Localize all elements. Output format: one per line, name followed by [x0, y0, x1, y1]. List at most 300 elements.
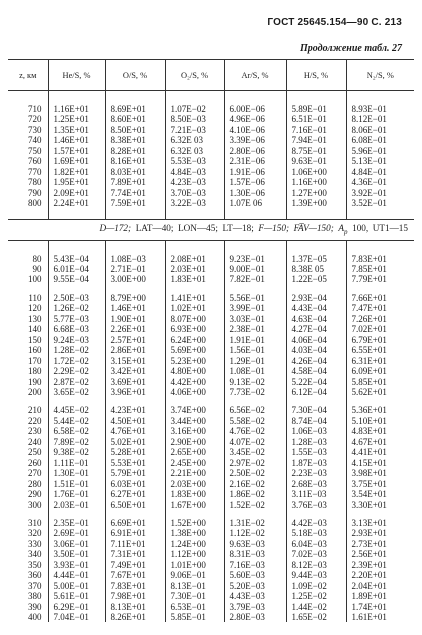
value-cell: 7.02E−03	[286, 549, 346, 559]
altitude-cell: 180	[28, 366, 42, 377]
value-cell: 1.09E−02	[286, 581, 346, 591]
value-cell: 4.06E−04	[286, 335, 346, 345]
altitude-cell: 240	[28, 436, 42, 447]
altitude-cell: 90	[32, 263, 42, 274]
altitude-cell: 290	[28, 489, 42, 500]
value-cell: 5.85E−01	[165, 612, 224, 622]
altitude-cell: 170	[28, 355, 42, 366]
table-row	[8, 591, 414, 601]
value-cell: 8.31E−03	[224, 549, 286, 559]
value-cell: 9.63E−01	[286, 156, 346, 166]
table-continuation-label: Продолжение табл. 27	[299, 43, 402, 54]
value-cell: 2.87E−02	[48, 377, 105, 387]
value-cell: 3.65E−02	[48, 387, 105, 397]
altitude-cell: 270	[28, 468, 42, 479]
altitude-cell: 140	[28, 324, 42, 335]
value-cell: 7.94E−01	[286, 135, 346, 145]
value-cell: 9.13E−02	[224, 377, 286, 387]
value-cell: 2.03E+01	[165, 264, 224, 274]
table-row	[8, 293, 414, 303]
value-cell: 9.06E−01	[165, 570, 224, 580]
altitude-cell: 360	[28, 570, 42, 581]
value-cell: 1.11E−01	[48, 458, 105, 468]
value-cell: 6.09E+01	[346, 366, 414, 376]
value-cell: 1.06E−03	[286, 426, 346, 436]
value-cell: 2.23E−03	[286, 468, 346, 478]
value-cell: 5.60E−03	[224, 570, 286, 580]
table-row	[8, 468, 414, 478]
table-row	[8, 366, 414, 376]
altitude-cell: 780	[28, 177, 42, 188]
altitude-cell: 750	[28, 145, 42, 156]
value-cell: 2.93E−04	[286, 293, 346, 303]
value-cell: 7.79E+01	[346, 274, 414, 284]
table-row	[8, 426, 414, 436]
table-row	[8, 612, 414, 622]
value-cell: 3.50E−01	[48, 549, 105, 559]
value-cell: 7.49E+01	[105, 560, 165, 570]
value-cell: 1.44E−02	[286, 602, 346, 612]
value-cell: 2.73E+01	[346, 539, 414, 549]
altitude-cell: 340	[28, 549, 42, 560]
data-table	[8, 59, 414, 622]
value-cell: 7.59E+01	[105, 198, 165, 208]
value-cell: 1.89E+01	[346, 591, 414, 601]
value-cell: 5.00E−01	[48, 581, 105, 591]
value-cell: 2.56E+01	[346, 549, 414, 559]
value-cell: 7.66E+01	[346, 293, 414, 303]
value-cell: 1.74E+01	[346, 602, 414, 612]
value-cell: 7.98E+01	[105, 591, 165, 601]
table-row	[8, 264, 414, 274]
value-cell: 1.52E−02	[224, 500, 286, 510]
condition-lon: LON—45;	[178, 222, 218, 233]
value-cell: 7.74E+01	[105, 188, 165, 198]
condition-ap-value: 100,	[352, 222, 369, 233]
value-cell: 7.11E+01	[105, 539, 165, 549]
condition-f: F—150;	[258, 222, 289, 233]
value-cell: 9.23E−01	[224, 254, 286, 264]
value-cell: 9.24E−03	[48, 335, 105, 345]
table-row	[8, 274, 414, 284]
value-cell: 6.00E−06	[224, 104, 286, 114]
value-cell: 5.53E+01	[105, 458, 165, 468]
value-cell: 7.73E−02	[224, 387, 286, 397]
value-cell: 8.12E−03	[286, 560, 346, 570]
value-cell: 8.26E+01	[105, 612, 165, 622]
value-cell: 1.52E+00	[165, 518, 224, 528]
value-cell: 6.68E−03	[48, 324, 105, 334]
value-cell: 6.32E 03	[165, 146, 224, 156]
value-cell: 8.79E+00	[105, 293, 165, 303]
value-cell: 1.25E−02	[286, 591, 346, 601]
value-cell: 5.89E−01	[286, 104, 346, 114]
table-row	[8, 405, 414, 415]
value-cell: 4.84E−03	[165, 167, 224, 177]
altitude-cell: 100	[28, 274, 42, 285]
value-cell: 2.08E+01	[165, 254, 224, 264]
value-cell: 6.24E+00	[165, 335, 224, 345]
value-cell: 5.02E+01	[105, 437, 165, 447]
value-cell: 8.75E−01	[286, 146, 346, 156]
table-row	[8, 489, 414, 499]
value-cell: 8.74E−04	[286, 416, 346, 426]
value-cell: 5.18E−03	[286, 528, 346, 538]
value-cell: 5.53E−03	[165, 156, 224, 166]
altitude-cell: 790	[28, 187, 42, 198]
table-row	[8, 303, 414, 313]
value-cell: 1.35E+01	[48, 125, 105, 135]
value-cell: 6.32E 03	[165, 135, 224, 145]
value-cell: 2.26E+01	[105, 324, 165, 334]
value-cell: 1.51E−01	[48, 479, 105, 489]
value-cell: 2.03E+00	[165, 479, 224, 489]
value-cell: 3.30E+01	[346, 500, 414, 510]
value-cell: 1.02E+01	[165, 303, 224, 313]
value-cell: 1.57E+01	[48, 146, 105, 156]
altitude-cell: 770	[28, 166, 42, 177]
column-header: He/S, %	[48, 60, 105, 91]
altitude-cell: 210	[28, 405, 42, 416]
value-cell: 1.87E−03	[286, 458, 346, 468]
value-cell: 2.20E+01	[346, 570, 414, 580]
value-cell: 2.24E+01	[48, 198, 105, 208]
value-cell: 8.13E−01	[165, 581, 224, 591]
document-header: ГОСТ 25645.154—90 С. 213	[267, 17, 402, 28]
value-cell: 7.89E+01	[105, 177, 165, 187]
value-cell: 8.50E−03	[165, 114, 224, 124]
value-cell: 3.99E−01	[224, 303, 286, 313]
column-header: z, км	[8, 60, 48, 91]
value-cell: 6.69E+01	[105, 518, 165, 528]
value-cell: 7.30E−04	[286, 405, 346, 415]
value-cell: 7.83E+01	[105, 581, 165, 591]
value-cell: 7.83E+01	[346, 254, 414, 264]
table-row	[8, 335, 414, 345]
table-row	[8, 437, 414, 447]
value-cell: 4.80E+00	[165, 366, 224, 376]
column-header: O₂/S, %	[165, 60, 224, 91]
value-cell: 4.67E+01	[346, 437, 414, 447]
table-row	[8, 356, 414, 366]
table-row	[8, 581, 414, 591]
value-cell: 2.21E+00	[165, 468, 224, 478]
value-cell: 4.23E+01	[105, 405, 165, 415]
value-cell: 4.63E−04	[286, 314, 346, 324]
value-cell: 2.38E−01	[224, 324, 286, 334]
value-cell: 7.04E−01	[48, 612, 105, 622]
table-row	[8, 167, 414, 177]
value-cell: 3.96E+01	[105, 387, 165, 397]
value-cell: 9.55E−04	[48, 274, 105, 284]
value-cell: 1.28E−02	[48, 345, 105, 355]
altitude-cell: 250	[28, 447, 42, 458]
altitude-cell: 260	[28, 457, 42, 468]
value-cell: 8.06E−01	[346, 125, 414, 135]
condition-lat: LAT—40;	[135, 222, 174, 233]
value-cell: 2.04E+01	[346, 581, 414, 591]
value-cell: 1.24E+00	[165, 539, 224, 549]
altitude-cell: 120	[28, 303, 42, 314]
value-cell: 1.56E−01	[224, 345, 286, 355]
value-cell: 5.44E−02	[48, 416, 105, 426]
value-cell: 6.12E−04	[286, 387, 346, 397]
value-cell: 8.03E+01	[105, 167, 165, 177]
value-cell: 3.03E−01	[224, 314, 286, 324]
value-cell: 1.31E−02	[224, 518, 286, 528]
altitude-cell: 230	[28, 426, 42, 437]
value-cell: 3.16E+00	[165, 426, 224, 436]
value-cell: 4.36E−01	[346, 177, 414, 187]
value-cell: 1.12E−02	[224, 528, 286, 538]
value-cell: 3.79E−03	[224, 602, 286, 612]
value-cell: 4.10E−06	[224, 125, 286, 135]
value-cell: 2.50E−03	[48, 293, 105, 303]
table-row	[8, 314, 414, 324]
value-cell: 6.27E+01	[105, 489, 165, 499]
value-cell: 6.53E−01	[165, 602, 224, 612]
table-row	[8, 500, 414, 510]
table-row	[8, 458, 414, 468]
condition-a-subscript: p	[344, 227, 348, 236]
altitude-cell: 740	[28, 135, 42, 146]
value-cell: 4.03E−04	[286, 345, 346, 355]
table-row	[8, 560, 414, 570]
value-cell: 7.16E−03	[224, 560, 286, 570]
value-cell: 1.22E−05	[286, 274, 346, 284]
value-cell: 1.16E+01	[48, 104, 105, 114]
value-cell: 1.83E+00	[165, 489, 224, 499]
value-cell: 1.12E+00	[165, 549, 224, 559]
altitude-cell: 720	[28, 114, 42, 125]
value-cell: 4.41E+01	[346, 447, 414, 457]
value-cell: 7.82E−01	[224, 274, 286, 284]
value-cell: 1.61E+01	[346, 612, 414, 622]
column-header: N₂/S, %	[346, 60, 414, 91]
value-cell: 6.08E−01	[346, 135, 414, 145]
value-cell: 1.26E−02	[48, 303, 105, 313]
altitude-cell: 200	[28, 386, 42, 397]
value-cell: 8.38E 05	[286, 264, 346, 274]
table-row	[8, 156, 414, 166]
altitude-cell: 730	[28, 124, 42, 135]
value-cell: 7.21E−03	[165, 125, 224, 135]
condition-fav: FA̅V—150;	[293, 222, 334, 233]
condition-ut: UT1—15	[372, 222, 408, 233]
value-cell: 3.06E−01	[48, 539, 105, 549]
table-row	[8, 324, 414, 334]
altitude-cell: 280	[28, 478, 42, 489]
value-cell: 2.80E−06	[224, 146, 286, 156]
table-row	[8, 539, 414, 549]
table-row	[8, 146, 414, 156]
value-cell: 6.55E+01	[346, 345, 414, 355]
value-cell: 1.67E+00	[165, 500, 224, 510]
altitude-cell: 320	[28, 528, 42, 539]
value-cell: 1.82E+01	[48, 167, 105, 177]
altitude-cell: 160	[28, 345, 42, 356]
value-cell: 1.72E−02	[48, 356, 105, 366]
value-cell: 3.74E+00	[165, 405, 224, 415]
altitude-cell: 390	[28, 601, 42, 612]
value-cell: 3.93E−01	[48, 560, 105, 570]
value-cell: 6.50E+01	[105, 500, 165, 510]
value-cell: 5.85E+01	[346, 377, 414, 387]
value-cell: 8.50E+01	[105, 125, 165, 135]
value-cell: 5.36E+01	[346, 405, 414, 415]
column-header: O/S, %	[105, 60, 165, 91]
value-cell: 1.76E−01	[48, 489, 105, 499]
value-cell: 5.77E−03	[48, 314, 105, 324]
table-row	[8, 570, 414, 580]
value-cell: 7.02E+01	[346, 324, 414, 334]
altitude-cell: 370	[28, 580, 42, 591]
table-row	[8, 518, 414, 528]
value-cell: 2.65E+00	[165, 447, 224, 457]
value-cell: 6.79E+01	[346, 335, 414, 345]
altitude-cell: 310	[28, 517, 42, 528]
table-row	[8, 528, 414, 538]
table-row	[8, 387, 414, 397]
value-cell: 1.86E−02	[224, 489, 286, 499]
value-cell: 4.42E−03	[286, 518, 346, 528]
table-row	[8, 125, 414, 135]
table-row	[8, 377, 414, 387]
value-cell: 6.93E+00	[165, 324, 224, 334]
table-row	[8, 602, 414, 612]
table-row	[8, 479, 414, 489]
value-cell: 8.93E−01	[346, 104, 414, 114]
value-cell: 8.28E+01	[105, 146, 165, 156]
table-row	[8, 416, 414, 426]
altitude-cell: 330	[28, 538, 42, 549]
value-cell: 1.55E−03	[286, 447, 346, 457]
value-cell: 2.09E+01	[48, 188, 105, 198]
value-cell: 7.85E+01	[346, 264, 414, 274]
table-row	[8, 104, 414, 114]
value-cell: 5.22E−04	[286, 377, 346, 387]
value-cell: 2.50E−02	[224, 468, 286, 478]
value-cell: 2.39E+01	[346, 560, 414, 570]
value-cell: 5.23E+00	[165, 356, 224, 366]
value-cell: 3.13E+01	[346, 518, 414, 528]
condition-a: A	[338, 222, 345, 233]
conditions-block	[8, 209, 414, 241]
value-cell: 3.39E−06	[224, 135, 286, 145]
value-cell: 1.06E+00	[286, 167, 346, 177]
value-cell: 8.69E+01	[105, 104, 165, 114]
value-cell: 2.69E−01	[48, 528, 105, 538]
value-cell: 1.16E+00	[286, 177, 346, 187]
value-cell: 7.47E+01	[346, 303, 414, 313]
value-cell: 3.15E+01	[105, 356, 165, 366]
altitude-cell: 710	[28, 104, 42, 114]
value-cell: 2.16E−02	[224, 479, 286, 489]
value-cell: 2.29E−02	[48, 366, 105, 376]
value-cell: 7.26E+01	[346, 314, 414, 324]
value-cell: 4.44E−01	[48, 570, 105, 580]
value-cell: 7.30E−01	[165, 591, 224, 601]
value-cell: 7.31E+01	[105, 549, 165, 559]
value-cell: 1.39E+00	[286, 198, 346, 208]
value-cell: 3.69E+01	[105, 377, 165, 387]
value-cell: 2.93E+01	[346, 528, 414, 538]
value-cell: 1.27E+00	[286, 188, 346, 198]
value-cell: 4.83E+01	[346, 426, 414, 436]
value-cell: 3.00E+00	[105, 274, 165, 284]
value-cell: 8.13E+01	[105, 602, 165, 612]
value-cell: 8.38E+01	[105, 135, 165, 145]
value-cell: 4.27E−04	[286, 324, 346, 334]
table-row	[8, 135, 414, 145]
value-cell: 8.12E−01	[346, 114, 414, 124]
value-cell: 1.29E−01	[224, 356, 286, 366]
value-cell: 1.30E−01	[48, 468, 105, 478]
value-cell: 5.10E+01	[346, 416, 414, 426]
value-cell: 9.63E−03	[224, 539, 286, 549]
value-cell: 6.29E−01	[48, 602, 105, 612]
value-cell: 4.50E+01	[105, 416, 165, 426]
table-header-row	[8, 60, 414, 91]
value-cell: 3.54E+01	[346, 489, 414, 499]
table-block-upper	[8, 91, 414, 209]
value-cell: 5.69E+00	[165, 345, 224, 355]
altitude-cell: 150	[28, 334, 42, 345]
value-cell: 4.15E+01	[346, 458, 414, 468]
value-cell: 9.38E−02	[48, 447, 105, 457]
value-cell: 1.08E−01	[224, 366, 286, 376]
altitude-cell: 110	[28, 292, 42, 303]
value-cell: 9.44E−03	[286, 570, 346, 580]
value-cell: 5.20E−03	[224, 581, 286, 591]
value-cell: 1.46E+01	[105, 303, 165, 313]
table-row	[8, 345, 414, 355]
value-cell: 4.42E+00	[165, 377, 224, 387]
conditions-row	[8, 219, 414, 240]
value-cell: 3.22E−03	[165, 198, 224, 208]
value-cell: 8.60E+01	[105, 114, 165, 124]
altitude-cell: 190	[28, 376, 42, 387]
altitude-cell: 130	[28, 313, 42, 324]
value-cell: 3.92E−01	[346, 188, 414, 198]
table-row	[8, 254, 414, 264]
value-cell: 4.58E−04	[286, 366, 346, 376]
value-cell: 1.41E+01	[165, 293, 224, 303]
altitude-cell: 800	[28, 198, 42, 209]
value-cell: 4.76E−02	[224, 426, 286, 436]
value-cell: 1.90E+01	[105, 314, 165, 324]
value-cell: 6.56E−02	[224, 405, 286, 415]
value-cell: 2.86E+01	[105, 345, 165, 355]
value-cell: 8.16E+01	[105, 156, 165, 166]
value-cell: 6.58E−02	[48, 426, 105, 436]
altitude-cell: 400	[28, 612, 42, 623]
value-cell: 7.89E−02	[48, 437, 105, 447]
value-cell: 2.03E−01	[48, 500, 105, 510]
value-cell: 5.79E+01	[105, 468, 165, 478]
value-cell: 1.07E 06	[224, 198, 286, 208]
value-cell: 4.96E−06	[224, 114, 286, 124]
value-cell: 2.80E−03	[224, 612, 286, 622]
value-cell: 4.07E−02	[224, 437, 286, 447]
table-row	[8, 198, 414, 208]
value-cell: 3.52E−01	[346, 198, 414, 208]
altitude-cell: 380	[28, 591, 42, 602]
table-row	[8, 114, 414, 124]
value-cell: 1.65E−02	[286, 612, 346, 622]
altitude-cell: 300	[28, 499, 42, 510]
altitude-cell: 760	[28, 156, 42, 167]
